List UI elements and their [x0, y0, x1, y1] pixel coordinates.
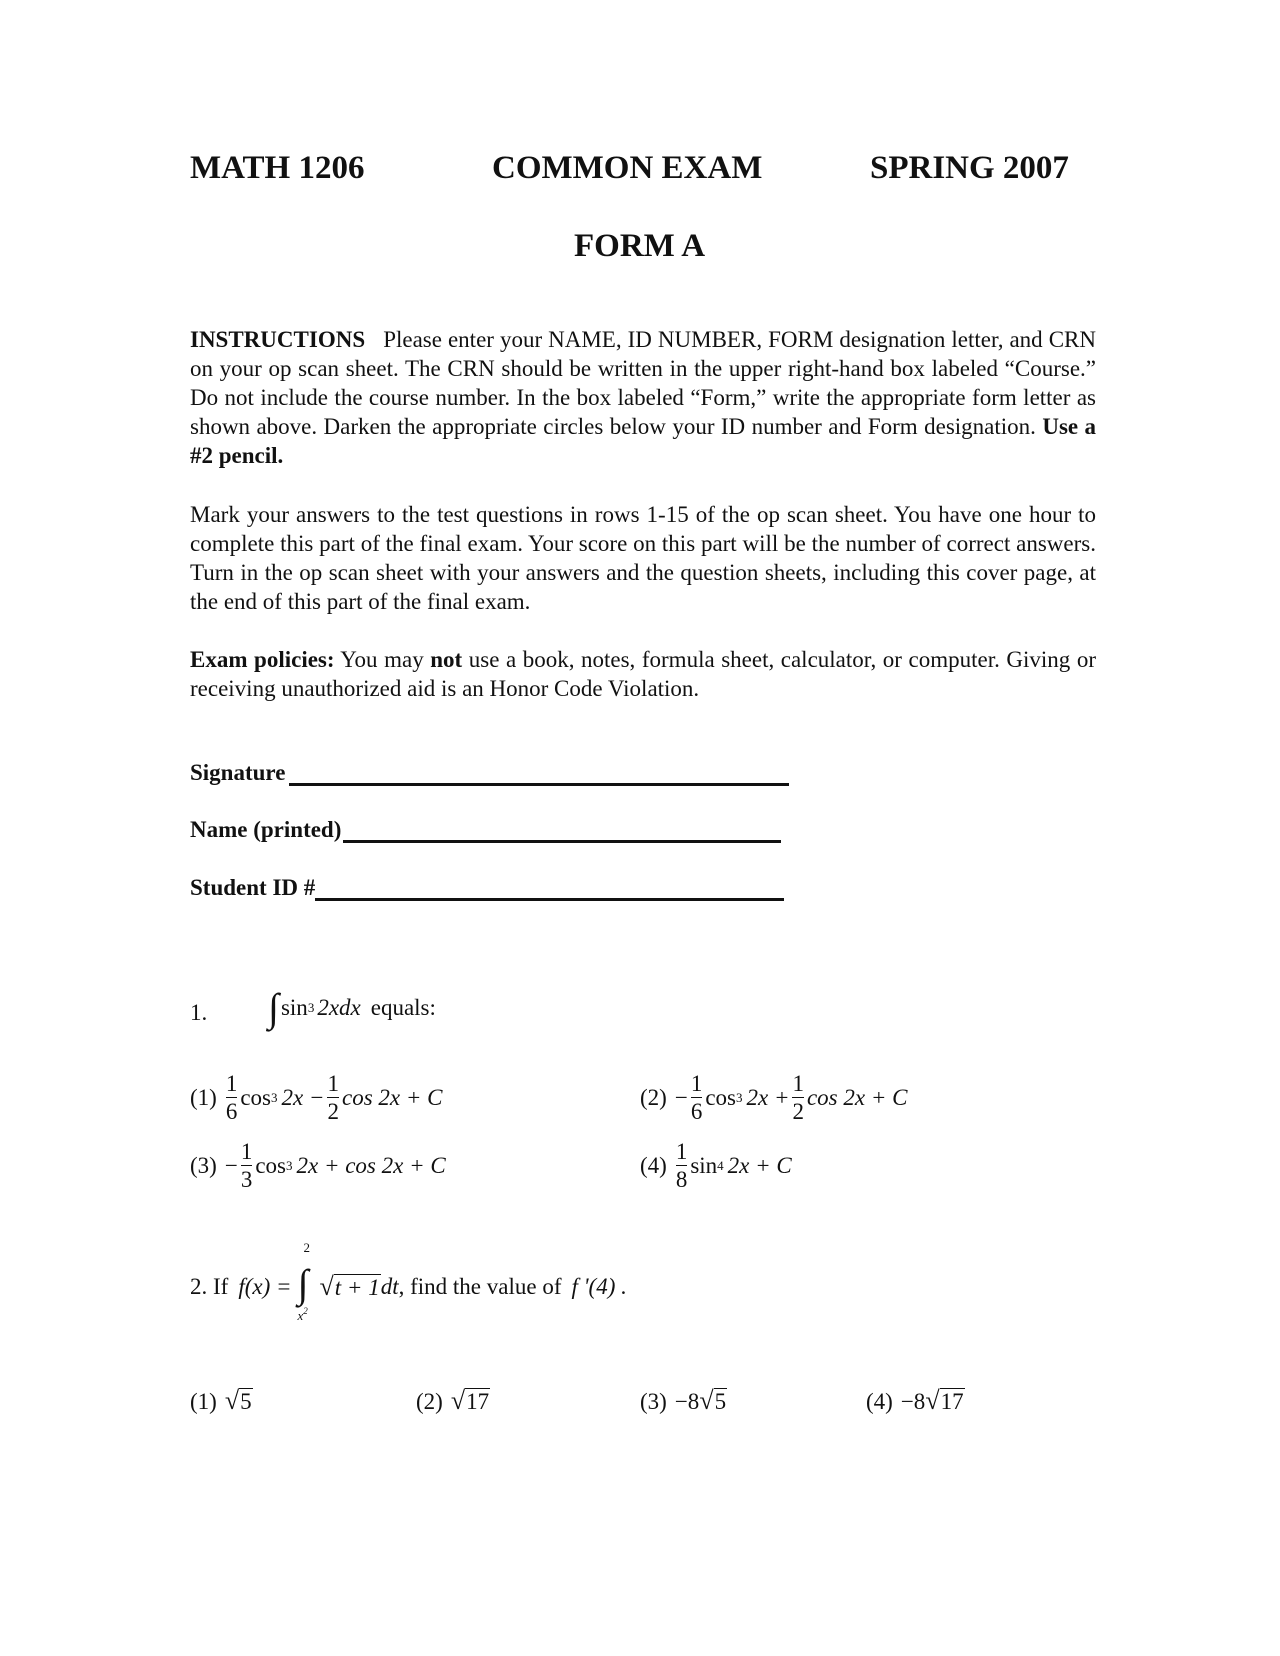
q2-c4-label: (4) [866, 1388, 893, 1414]
q1-choice-3 [190, 1140, 446, 1191]
integral-sign: ∫ [268, 985, 279, 1030]
instructions-heading: INSTRUCTIONS [190, 327, 366, 352]
q2-dt: dt [380, 1274, 399, 1299]
form-designation: FORM A [574, 228, 706, 264]
q1-c2-sign: − [674, 1084, 688, 1110]
q2-c1-sqrt: √ 5 [224, 1386, 252, 1415]
q2-choice-3 [640, 1388, 727, 1415]
student-id-label: Student ID # [190, 875, 316, 900]
question-1-stem [268, 985, 436, 1030]
policies-text-after: use a book, notes, formula sheet, calculator, or computer. Giving or receiving unauthorized aid is an Honor Code Violation. [190, 647, 1096, 701]
q1-c3-sign: − [224, 1152, 238, 1178]
policies-heading: Exam policies: [190, 647, 335, 672]
q1-c4-t2: 2x + C [727, 1152, 792, 1178]
q2-fx: f(x) = [238, 1274, 292, 1299]
q1-c4-frac1: $\frac{1}{8}$ [675, 1139, 688, 1192]
q1-c2-frac2: $\frac{1}{2}$ [792, 1071, 804, 1124]
q2-sqrt: √ t + 1 [319, 1271, 380, 1301]
q1-c2-t3: cos 2x + C [806, 1084, 908, 1110]
q2-choice-2 [416, 1388, 490, 1415]
q1-c2-t1: cos [705, 1084, 736, 1110]
q2-c4-sqrt: √ 17 [925, 1386, 964, 1415]
instructions-text: Please enter your NAME, ID NUMBER, FORM designation letter, and CRN on your op scan sheet. The CRN should be written in the upper right-hand box labeled “Course.” Do not include the course number. In the box labeled “Form,” write the appropriate form letter as shown above. Darken the appropriate circles below your ID number and Form designation. [190, 327, 1096, 439]
pencil-note: Use a #2 pencil. [190, 414, 1097, 468]
q2-c3-label: (3) [640, 1388, 667, 1414]
policies-paragraph [190, 645, 1096, 703]
q1-c2-p1: 3 [735, 1089, 743, 1105]
student-id-row[interactable] [190, 875, 784, 901]
q2-c3-coef: −8 [674, 1388, 700, 1414]
q2-c4-coef: −8 [900, 1388, 926, 1414]
q2-integral [297, 1240, 320, 1323]
q2-c2-label: (2) [416, 1388, 443, 1414]
question-1-number: 1. [190, 1000, 208, 1025]
q1-c4-t1: sin [690, 1152, 718, 1178]
q1-power: 3 [307, 1000, 315, 1015]
marking-paragraph: Mark your answers to the test questions in rows 1-15 of the op scan sheet. You have one hour to complete this part of the final exam. Your score on this part will be the number of correct answers. Turn in the op scan sheet with your answers and the question sheets, including this cover page, at the end of this part of the final exam. [190, 502, 1096, 614]
name-label: Name (printed) [190, 817, 342, 842]
q2-lower-limit: $x^2$ [297, 1306, 308, 1323]
q1-tail: equals: [370, 995, 436, 1020]
q2-fprime: f '(4) . [571, 1274, 627, 1299]
q1-c3-p1: 3 [285, 1157, 293, 1173]
q1-c2-label: (2) [640, 1084, 667, 1110]
q2-choice-1 [190, 1388, 253, 1415]
q1-c1-p1: 3 [271, 1089, 278, 1105]
q1-c3-t2: 2x + cos 2x + C [296, 1152, 446, 1178]
q1-c3-label: (3) [190, 1152, 217, 1178]
signature-label: Signature [190, 760, 286, 785]
q1-arg: 2xdx [317, 995, 361, 1020]
signature-row[interactable] [190, 760, 789, 786]
name-row[interactable] [190, 817, 781, 843]
q1-c1-t3: cos 2x + C [341, 1084, 443, 1110]
q1-c1-label: (1) [190, 1084, 217, 1110]
q1-c1-t2: 2x − [281, 1084, 325, 1110]
policies-not: not [430, 647, 463, 672]
q2-choice-4 [866, 1388, 965, 1415]
policies-text-before: You may [340, 647, 424, 672]
q2-upper-limit: 2 [303, 1240, 311, 1255]
q1-c4-label: (4) [640, 1152, 667, 1178]
course-title: MATH 1206 [190, 150, 365, 186]
q2-integral-sign: ∫ [297, 1261, 309, 1306]
q1-c2-t2: 2x + [746, 1084, 790, 1110]
q1-choice-1 [190, 1072, 442, 1123]
exam-title: COMMON EXAM [492, 150, 763, 186]
q2-tail: , find the value of [398, 1274, 562, 1299]
q1-choice-2 [640, 1072, 907, 1123]
q1-c1-frac1: $\frac{1}{6}$ [225, 1071, 238, 1124]
name-line[interactable] [343, 818, 781, 843]
student-id-line[interactable] [315, 876, 784, 901]
question-2-stem [190, 1240, 627, 1323]
q2-c3-sqrt: √ 5 [699, 1386, 727, 1415]
q1-func: sin [280, 995, 308, 1020]
q1-c1-frac2: $\frac{1}{2}$ [327, 1071, 339, 1124]
signature-line[interactable] [289, 761, 789, 786]
q2-prefix: 2. If [190, 1274, 229, 1299]
q1-c1-t1: cos [240, 1084, 271, 1110]
q1-c3-t1: cos [255, 1152, 286, 1178]
q1-choice-4 [640, 1140, 792, 1191]
instructions-paragraph [190, 325, 1096, 470]
exam-term: SPRING 2007 [870, 150, 1069, 186]
q1-c4-p1: 4 [717, 1157, 724, 1173]
q2-c2-sqrt: √ 17 [450, 1386, 490, 1415]
q1-c2-frac1: $\frac{1}{6}$ [690, 1071, 703, 1124]
q2-c1-label: (1) [190, 1388, 217, 1414]
q1-c3-frac1: $\frac{1}{3}$ [240, 1139, 253, 1192]
